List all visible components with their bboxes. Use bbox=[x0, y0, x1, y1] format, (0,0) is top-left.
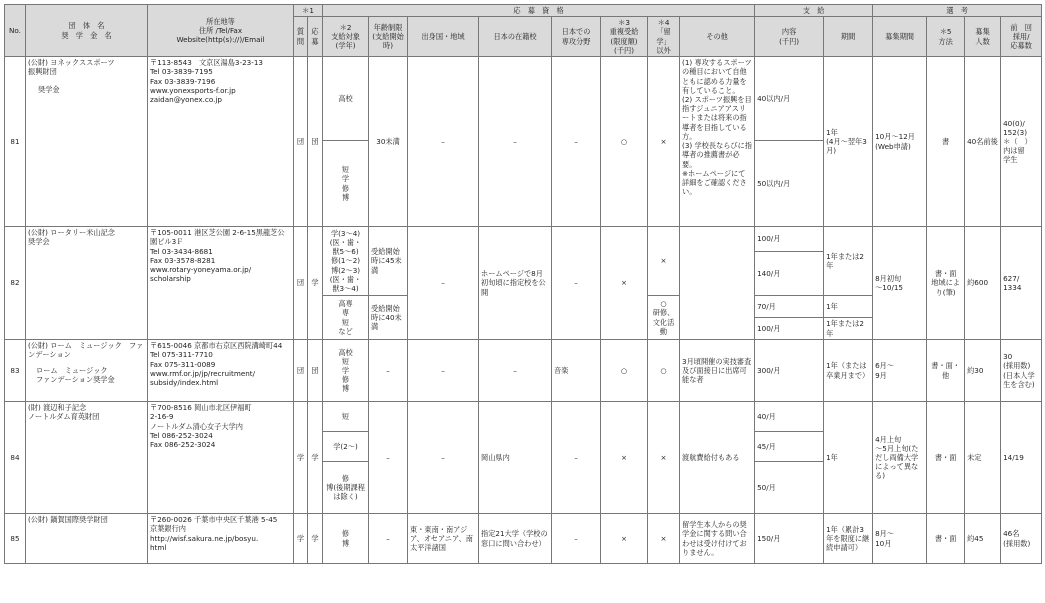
non-ryugaku: × bbox=[648, 227, 680, 296]
payment-amount: 45/月 bbox=[755, 432, 824, 462]
fund-name: ローム ミュージック ファンデーション奨学金 bbox=[36, 365, 115, 384]
school: ホームページで8月初旬頃に指定校を公開 bbox=[479, 227, 552, 340]
header-inquiry: 質 問 bbox=[294, 17, 308, 57]
previous-result: 627/ 1334 bbox=[1001, 227, 1042, 340]
address: 〒615-0046 京都市右京区西院溝崎町44 Tel 075-311-7710 Fax 075-311-0089 www.rmf.or.jp/jp/recruitment/ subsidy/index.html bbox=[148, 340, 294, 402]
org-name: (財) 渡辺和子記念 ノートルダム育英財団 bbox=[26, 402, 148, 514]
other-conditions: 渡航費給付もある bbox=[680, 402, 755, 514]
origin: – bbox=[408, 227, 479, 340]
selection-method: 書・面 地域により(筆) bbox=[927, 227, 965, 340]
payment-amount: 150/月 bbox=[755, 514, 824, 564]
header-recruit-period: 募集期間 bbox=[873, 17, 927, 57]
payment-period: 1年 bbox=[824, 296, 873, 318]
other-conditions: 3月頃開催の実技審査及び面接日に出席可能な者 bbox=[680, 340, 755, 402]
row-number: 85 bbox=[5, 514, 26, 564]
duplicate: ○ bbox=[601, 57, 648, 227]
recruit-number: 40名前後 bbox=[965, 57, 1001, 227]
recruit-period: 8月初旬 ～10/15 bbox=[873, 227, 927, 340]
header-origin: 出身国・地域 bbox=[408, 17, 479, 57]
inquiry: 団 bbox=[294, 340, 308, 402]
age-limit: – bbox=[369, 402, 408, 514]
header-previous: 前 回 採用/ 応募数 bbox=[1001, 17, 1042, 57]
duplicate: × bbox=[601, 402, 648, 514]
field: – bbox=[552, 514, 601, 564]
age-limit: 30未満 bbox=[369, 57, 408, 227]
header-selection: 選 考 bbox=[873, 5, 1042, 17]
payment-period: 1年 bbox=[824, 402, 873, 514]
other-conditions: (1) 専攻するスポーツの種目において自他ともに認める力量を有していること。 (2) スポーツ振興を目指すジュニアアスリートまたは将来の指導者を目指している方。 (3) 学校長ならびに指導者の推薦書が必要。 ※ホームページにて詳細をご確認ください。 bbox=[680, 57, 755, 227]
recruit-number: 約30 bbox=[965, 340, 1001, 402]
other-conditions bbox=[680, 227, 755, 340]
duplicate: × bbox=[601, 227, 648, 340]
selection-method: 書 bbox=[927, 57, 965, 227]
header-non-ryugaku: ＊4 「留学」 以外 bbox=[648, 17, 680, 57]
inquiry: 団 bbox=[294, 227, 308, 340]
apply-via: 団 bbox=[308, 340, 323, 402]
header-fund-name: 奨 学 金 名 bbox=[61, 30, 112, 40]
payment-amount: 140/月 bbox=[755, 252, 824, 296]
other-conditions: 留学生本人からの奨学金に関する問い合わせは受け付けておりません。 bbox=[680, 514, 755, 564]
row-number: 84 bbox=[5, 402, 26, 514]
header-org bbox=[26, 5, 148, 57]
header-school: 日本の在籍校 bbox=[479, 17, 552, 57]
origin: – bbox=[408, 340, 479, 402]
target-grade: 短 bbox=[323, 402, 369, 432]
non-ryugaku: × bbox=[648, 402, 680, 514]
org-name: (公財) ロータリー米山記念 奨学会 bbox=[26, 227, 148, 340]
previous-result: 46名 (採用数) bbox=[1001, 514, 1042, 564]
payment-amount: 100/月 bbox=[755, 318, 824, 340]
header-content: 内容 (千円) bbox=[755, 17, 824, 57]
header-payment: 支 給 bbox=[755, 5, 873, 17]
selection-method: 書・面・他 bbox=[927, 340, 965, 402]
header-field: 日本での 専攻分野 bbox=[552, 17, 601, 57]
payment-amount: 40以内/月 bbox=[755, 57, 824, 141]
apply-via: 団 bbox=[308, 57, 323, 227]
previous-result: 30 (採用数) (日本人学生を含む) bbox=[1001, 340, 1042, 402]
row-number: 81 bbox=[5, 57, 26, 227]
address: 〒700-8516 岡山市北区伊福町 2-16-9 ノートルダム清心女子大学内 Tel 086-252-3024 Fax 086-252-3024 bbox=[148, 402, 294, 514]
recruit-period: 4月上旬 ～5月上旬(ただし両備大学によって異なる) bbox=[873, 402, 927, 514]
origin: 東・東南・南アジア、オセアニア、南太平洋諸国 bbox=[408, 514, 479, 564]
age-limit: 受給開始時に45未満 bbox=[369, 227, 408, 296]
header-note-1: ＊1 bbox=[294, 5, 323, 17]
header-apply: 応 募 bbox=[308, 17, 323, 57]
recruit-number: 未定 bbox=[965, 402, 1001, 514]
target-grade: 高校 bbox=[323, 57, 369, 141]
apply-via: 学 bbox=[308, 227, 323, 340]
org-name: (公財) 鍋賀国際奨学財団 bbox=[26, 514, 148, 564]
age-limit: – bbox=[369, 340, 408, 402]
org-name: (公財) ヨネックススポーツ 振興財団 bbox=[28, 58, 115, 77]
payment-amount: 50/月 bbox=[755, 462, 824, 514]
recruit-number: 約45 bbox=[965, 514, 1001, 564]
inquiry: 団 bbox=[294, 57, 308, 227]
header-number: 募集 人数 bbox=[965, 17, 1001, 57]
payment-period: 1年または2年 bbox=[824, 227, 873, 296]
payment-period: 1年（または卒業月まで） bbox=[824, 340, 873, 402]
org-name: (公財) ローム ミュージック ファンデーション bbox=[28, 341, 144, 360]
origin: – bbox=[408, 402, 479, 514]
field: – bbox=[552, 57, 601, 227]
age-limit: 受給開始時に40未満 bbox=[369, 296, 408, 340]
payment-amount: 300/月 bbox=[755, 340, 824, 402]
target-grade: 短 学 修 博 bbox=[323, 141, 369, 227]
duplicate: ○ bbox=[601, 340, 648, 402]
payment-amount: 70/月 bbox=[755, 296, 824, 318]
field: – bbox=[552, 402, 601, 514]
selection-method: 書・面 bbox=[927, 402, 965, 514]
recruit-period: 8月～ 10月 bbox=[873, 514, 927, 564]
recruit-period: 10月～12月 (Web申請) bbox=[873, 57, 927, 227]
header-period: 期間 bbox=[824, 17, 873, 57]
non-ryugaku: ○ bbox=[648, 340, 680, 402]
header-age: 年齢制限 (支給開始時) bbox=[369, 17, 408, 57]
payment-amount: 50以内/月 bbox=[755, 141, 824, 227]
payment-period: 1年（累計3年を限度に継続申請可） bbox=[824, 514, 873, 564]
field: 音楽 bbox=[552, 340, 601, 402]
target-grade: 修 博 bbox=[323, 514, 369, 564]
school: 指定21大学（学校の窓口に問い合わせ） bbox=[479, 514, 552, 564]
header-no: No. bbox=[5, 5, 26, 57]
duplicate: × bbox=[601, 514, 648, 564]
header-target: ＊2 支給対象 (学年) bbox=[323, 17, 369, 57]
school: 岡山県内 bbox=[479, 402, 552, 514]
recruit-number: 約600 bbox=[965, 227, 1001, 340]
selection-method: 書・面 bbox=[927, 514, 965, 564]
non-ryugaku: × bbox=[648, 57, 680, 227]
address: 〒260-0026 千葉市中央区千葉港 5-45 京葉銀行内 http://wisf.sakura.ne.jp/bosyu. html bbox=[148, 514, 294, 564]
payment-period: 1年 (4月～翌年3月) bbox=[824, 57, 873, 227]
target-grade: 高専 専 短 など bbox=[323, 296, 369, 340]
org-cell bbox=[26, 57, 148, 227]
address: 〒105-0011 港区芝公園 2-6-15黒龍芝公園ビル3Ｆ Tel 03-3434-8681 Fax 03-3578-8281 www.rotary-yoneyama.or.jp/ scholarship bbox=[148, 227, 294, 340]
header-org-name: 団 体 名 bbox=[68, 21, 105, 31]
school: – bbox=[479, 57, 552, 227]
non-ryugaku: ○ 研修、文化活動 bbox=[648, 296, 680, 340]
inquiry: 学 bbox=[294, 402, 308, 514]
recruit-period: 6月～ 9月 bbox=[873, 340, 927, 402]
header-eligibility: 応 募 資 格 bbox=[323, 5, 755, 17]
fund-name: 奨学金 bbox=[38, 84, 60, 94]
header-duplicate: ＊3 重複受給 (限度額) (千円) bbox=[601, 17, 648, 57]
scholarship-table bbox=[4, 4, 1042, 564]
school: – bbox=[479, 340, 552, 402]
target-grade: 修 博(後期課程は除く) bbox=[323, 462, 369, 514]
inquiry: 学 bbox=[294, 514, 308, 564]
org-cell bbox=[26, 340, 148, 402]
field: – bbox=[552, 227, 601, 340]
payment-period: 1年または2年 bbox=[824, 318, 873, 340]
row-number: 83 bbox=[5, 340, 26, 402]
payment-amount: 40/月 bbox=[755, 402, 824, 432]
target-grade: 学(2～) bbox=[323, 432, 369, 462]
target-grade: 学(3～4) (医・歯・ 獣5～6) 修(1～2) 博(2～3) (医・歯・ 獣3～4) bbox=[323, 227, 369, 296]
payment-amount: 100/月 bbox=[755, 227, 824, 252]
header-method: ＊5 方法 bbox=[927, 17, 965, 57]
row-number: 82 bbox=[5, 227, 26, 340]
address: 〒113-8543 文京区湯島3-23-13 Tel 03-3839-7195 Fax 03-3839-7196 www.yonexsports-f.or.jp zaidan@yonex.co.jp bbox=[148, 57, 294, 227]
header-other: その他 bbox=[680, 17, 755, 57]
apply-via: 学 bbox=[308, 514, 323, 564]
non-ryugaku: × bbox=[648, 514, 680, 564]
previous-result: 40(0)/ 152(3) ＊（ ） 内は留 学生 bbox=[1001, 57, 1042, 227]
age-limit: – bbox=[369, 514, 408, 564]
previous-result: 14/19 bbox=[1001, 402, 1042, 514]
target-grade: 高校 短 学 修 博 bbox=[323, 340, 369, 402]
apply-via: 学 bbox=[308, 402, 323, 514]
origin: – bbox=[408, 57, 479, 227]
header-address: 所在地等 住所 /Tel/Fax Website(http(s)://)/Email bbox=[148, 5, 294, 57]
